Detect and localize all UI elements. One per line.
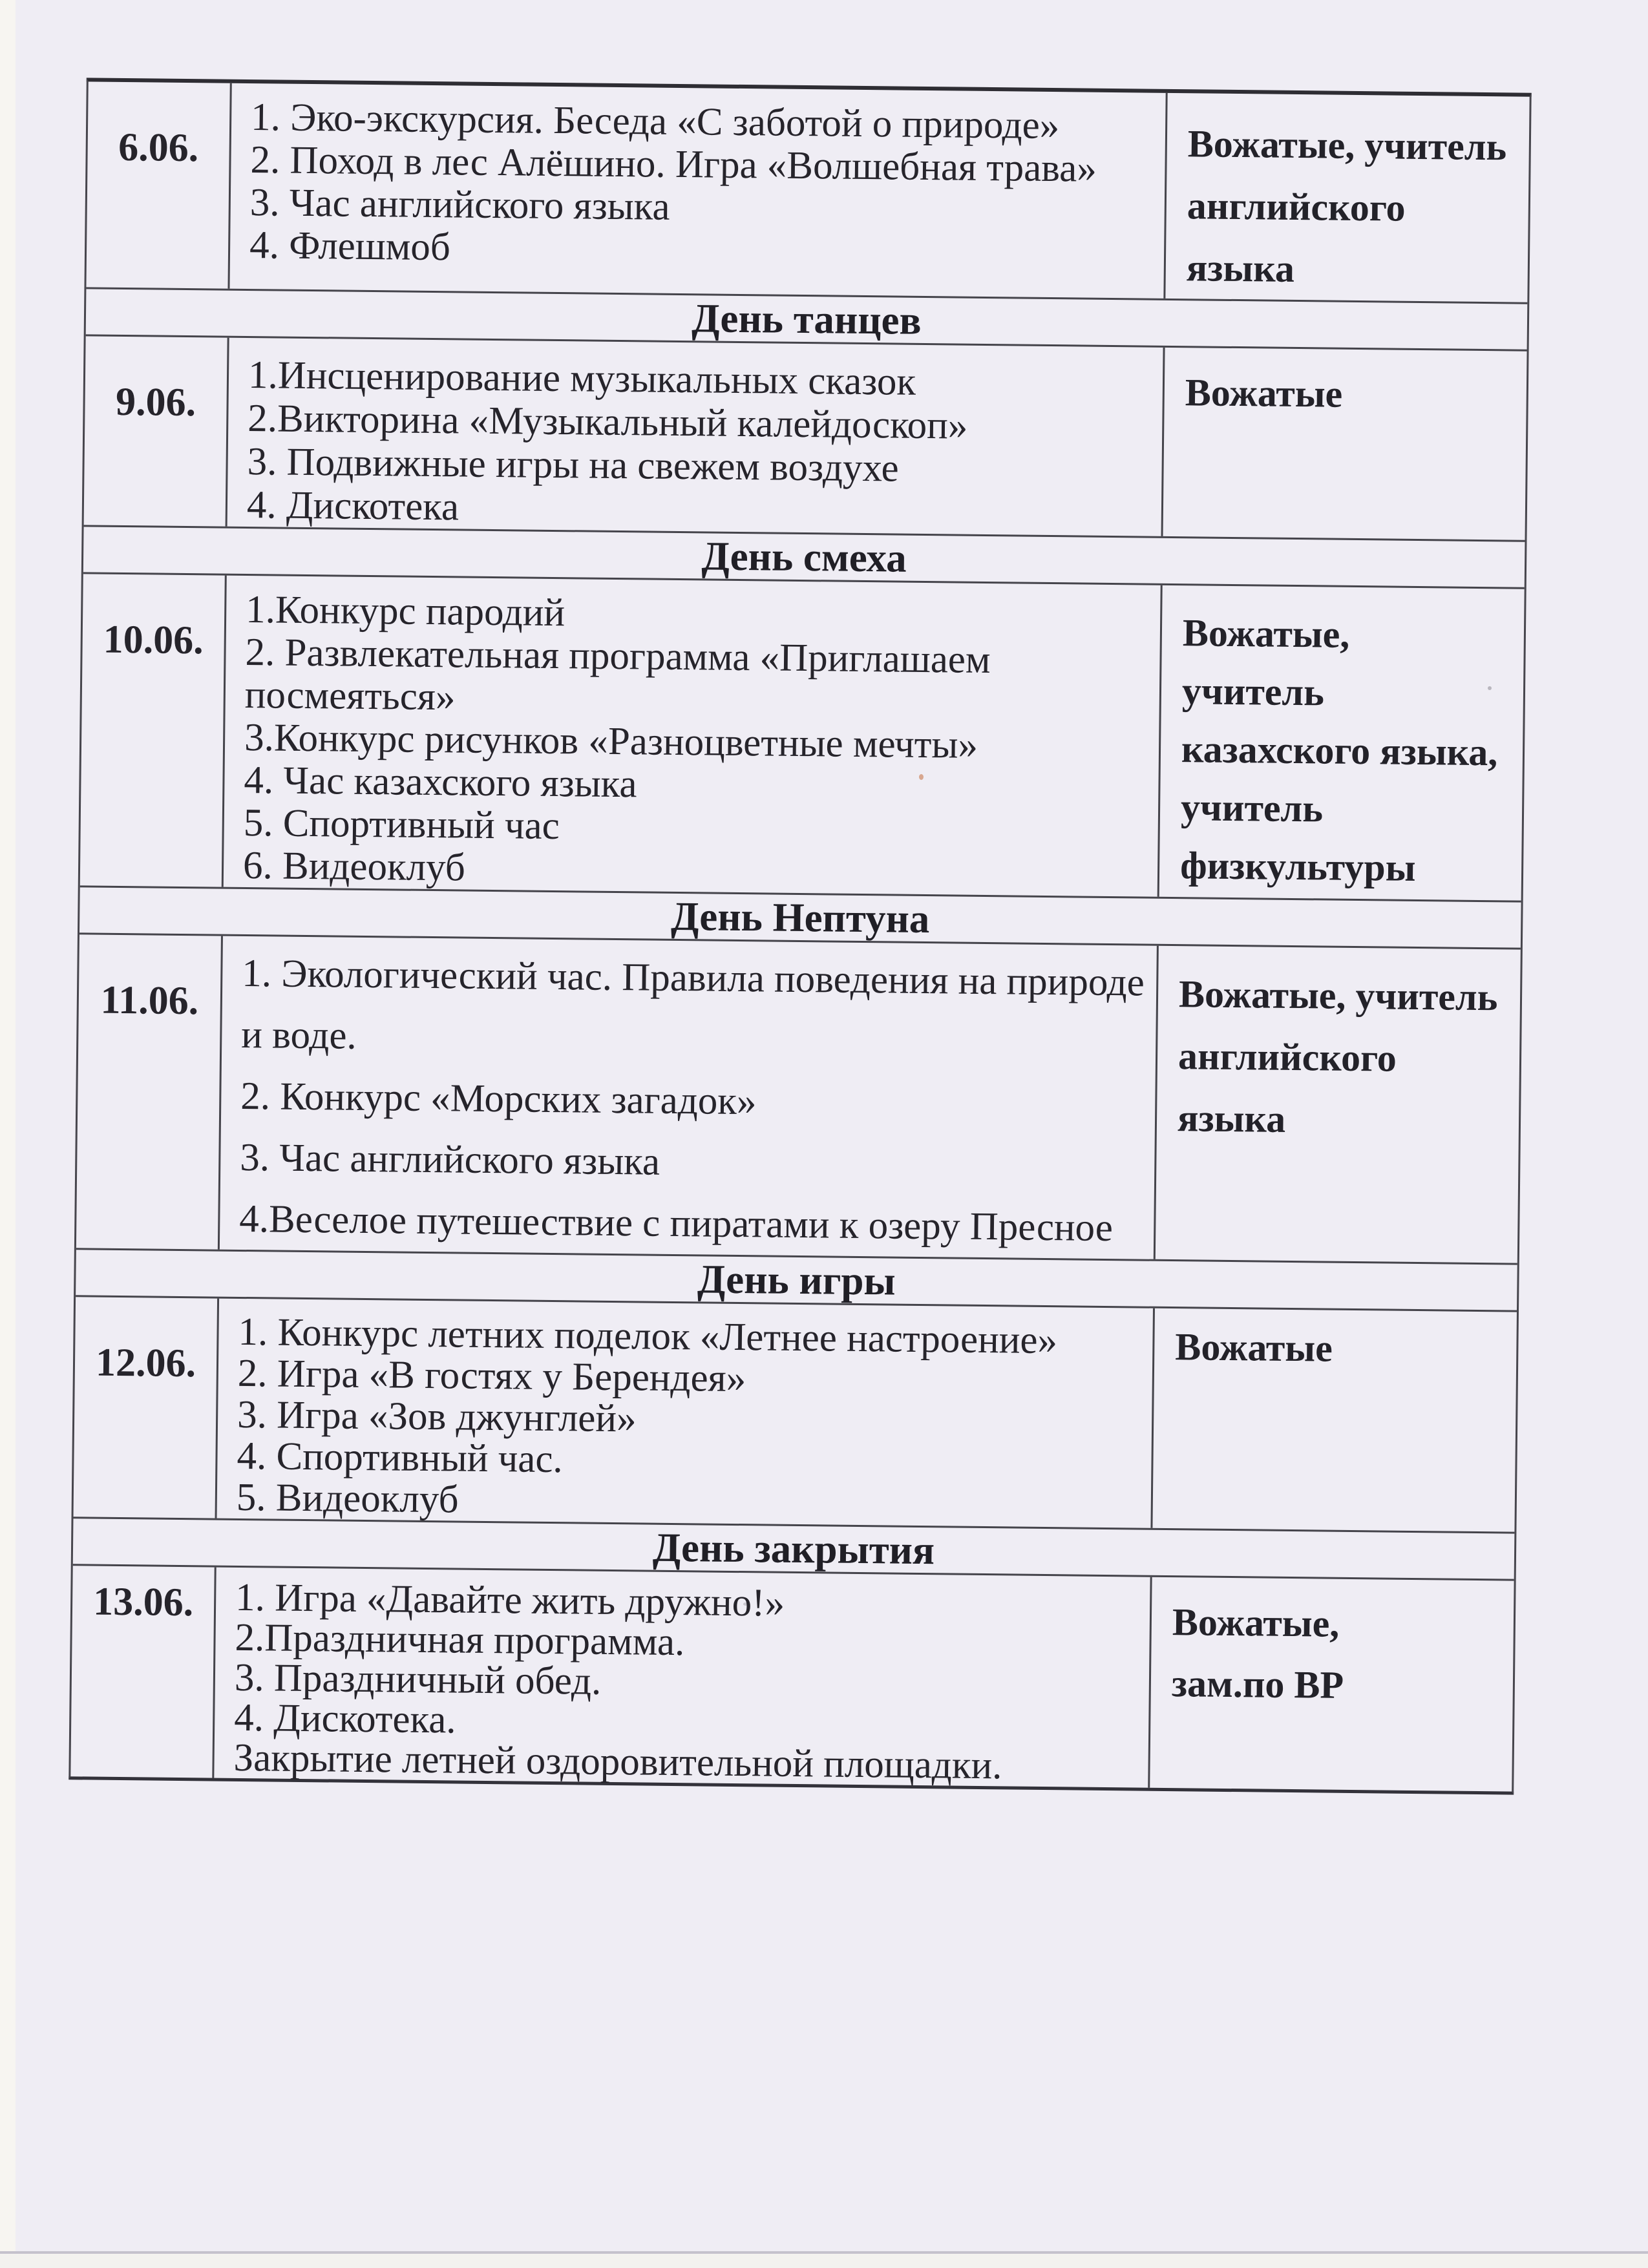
responsible-cell: Вожатые, учитель английского языка bbox=[1186, 122, 1507, 290]
schedule-day-row bbox=[86, 81, 1529, 304]
responsible-cell: Вожатые, учитель английского языка bbox=[1177, 972, 1498, 1140]
responsible-cell: Вожатые bbox=[1175, 1325, 1333, 1370]
day-title-row: День закрытия bbox=[73, 1518, 1515, 1580]
date-cell: 10.06. bbox=[80, 574, 227, 887]
day-title-row: День смеха bbox=[83, 527, 1525, 589]
date-cell: 9.06. bbox=[84, 336, 229, 526]
day-title-row: День танцев bbox=[86, 289, 1528, 351]
schedule-day-row bbox=[76, 934, 1521, 1265]
responsible-cell: Вожатые, зам.по ВР bbox=[1171, 1601, 1344, 1706]
date-cell: 11.06. bbox=[76, 934, 223, 1249]
scanner-edge-left bbox=[0, 0, 16, 2268]
date-cell: 6.06. bbox=[86, 81, 231, 288]
schedule-table bbox=[69, 78, 1531, 1794]
responsible-cell: Вожатые bbox=[1185, 371, 1343, 415]
activities-cell: 1. Эко-экскурсия. Беседа «С заботой о природе» 2. Поход в лес Алёшино. Игра «Волшебная трава» 3. Час английского языка 4. Флешмоб bbox=[229, 83, 1167, 299]
schedule-day-row bbox=[84, 336, 1527, 541]
day-title-row: День Нептуна bbox=[79, 887, 1521, 949]
scanner-edge-bottom-strip bbox=[0, 2254, 1648, 2268]
schedule-day-row bbox=[74, 1297, 1517, 1533]
schedule-day-row bbox=[70, 1566, 1514, 1791]
date-cell: 12.06. bbox=[74, 1297, 220, 1518]
activities-cell: 1.Инсценирование музыкальных сказок 2.Викторина «Музыкальный калейдоскоп» 3. Подвижные игры на свежем воздухе 4. Дискотека bbox=[227, 338, 1165, 536]
activities-cell: 1.Конкурс пародий 2. Развлекательная программа «Приглашаем посмеяться» 3.Конкурс рисунков «Разноцветные мечты» 4. Час казахского языка 5. Спортивный час 6. Видеоклуб bbox=[224, 576, 1163, 897]
date-cell: 13.06. bbox=[70, 1566, 216, 1778]
activities-cell: 1. Игра «Давайте жить дружно!» 2.Праздничная программа. 3. Праздничный обед. 4. Дискотека. Закрытие летней оздоровительной площадки. bbox=[214, 1568, 1152, 1788]
responsible-cell: Вожатые, учитель казахского языка, учитель физкультуры bbox=[1179, 611, 1498, 889]
day-title-row: День игры bbox=[76, 1250, 1517, 1312]
activities-cell: 1. Конкурс летних поделок «Летнее настроение» 2. Игра «В гостях у Берендея» 3. Игра «Зов джунглей» 4. Спортивный час. 5. Видеоклуб bbox=[217, 1299, 1155, 1528]
schedule-day-row bbox=[80, 574, 1525, 902]
activities-cell: 1. Экологический час. Правила поведения на природе и воде. 2. Конкурс «Морских загадок» 3. Час английского языка 4.Веселое путешествие с пиратами к озеру Пресное bbox=[220, 936, 1159, 1259]
